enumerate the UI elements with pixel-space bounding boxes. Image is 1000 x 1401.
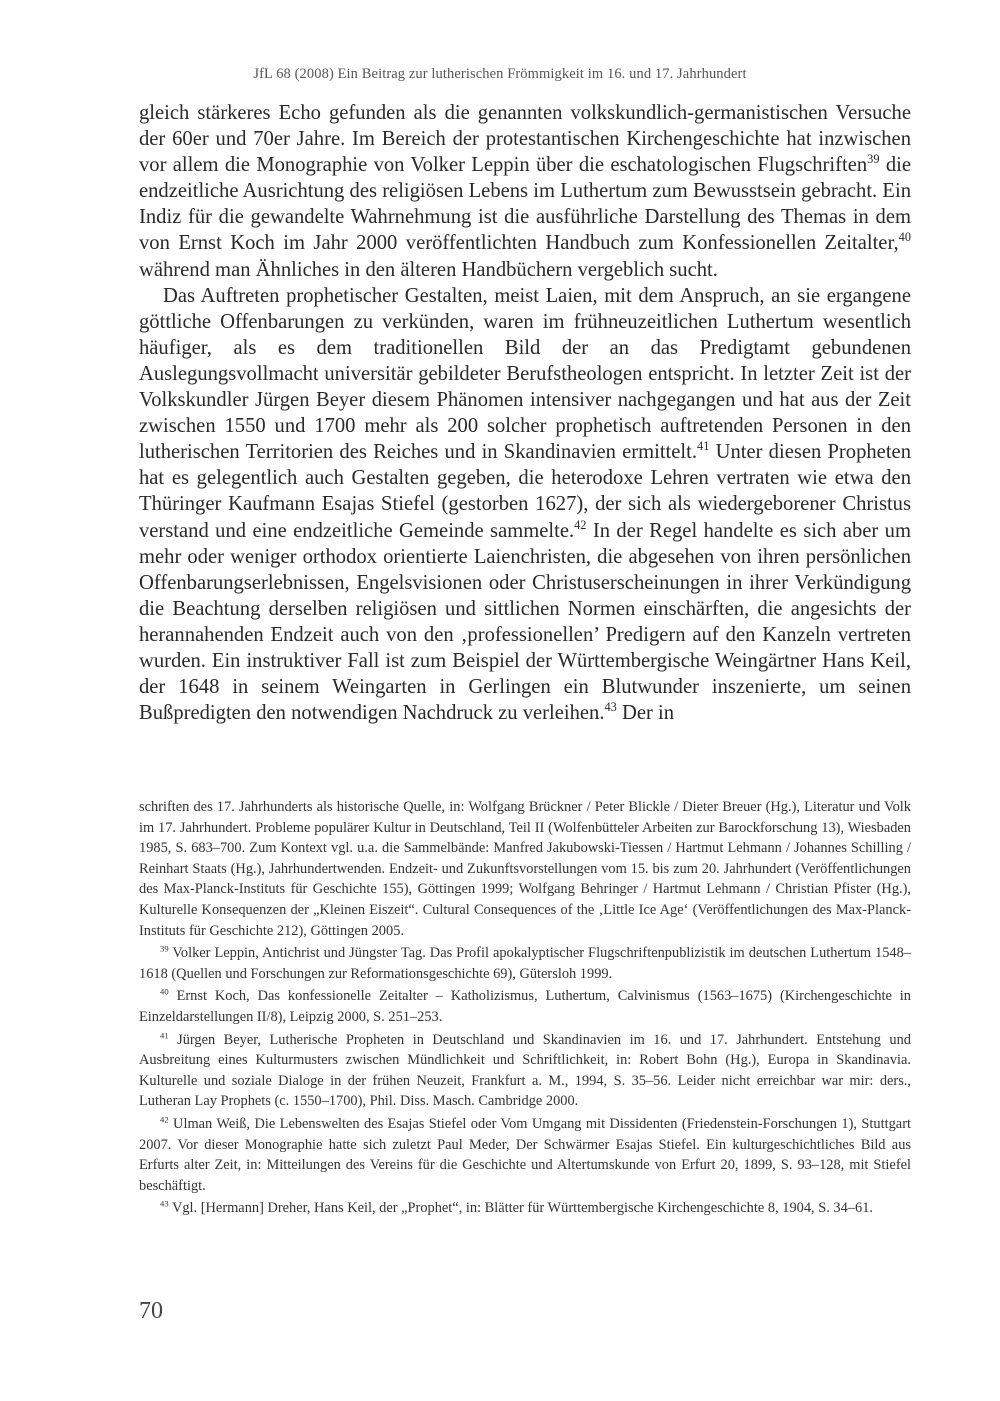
text-segment: Der in	[616, 702, 675, 725]
footnote-number: 42	[160, 1114, 169, 1125]
text-segment: die endzeitliche Ausrichtung des religiösen Lebens im Luthertum zum Bewusstsein gebracht. Ein Indiz für die gewandelte Wahrnehmung ist die ausführliche Darstellung des Themas in dem von Ernst Koch im Jahr 2000 veröffentlichten Handbuch zum Konfessionellen Zeitalter,	[139, 154, 911, 255]
footnote-text: Vgl. [Hermann] Dreher, Hans Keil, der „Prophet“, in: Blätter für Württembergische Kirchengeschichte 8, 1904, S. 34–61.	[168, 1200, 873, 1217]
paragraph-2	[139, 283, 911, 727]
text-segment: gleich stärkeres Echo gefunden als die genannten volkskundlich-germanistischen Versuche der 60er und 70er Jahre. Im Bereich der protestantischen Kirchengeschichte hat inzwischen vor allem die Monographie von Volker Leppin über die eschatologischen Flugschriften	[139, 102, 911, 177]
running-head: JfL 68 (2008) Ein Beitrag zur lutherischen Frömmigkeit im 16. und 17. Jahrhundert	[253, 66, 747, 82]
page-number: 70	[139, 1298, 163, 1324]
text-segment: während man Ähnliches in den älteren Handbüchern vergeblich sucht.	[139, 258, 718, 281]
paragraph-1	[139, 100, 911, 283]
footnote-ref[interactable]: 39	[867, 152, 880, 167]
footnote-text: Ulman Weiß, Die Lebenswelten des Esajas Stiefel oder Vom Umgang mit Dissidenten (Friedenstein-Forschungen 1), Stuttgart 2007. Vor dieser Monographie hatte sich zuletzt Paul Meder, Der Schwärmer Esajas Stiefel. Ein kulturgeschichtliches Bild aus Erfurts alter Zeit, in: Mitteilungen des Vereins für die Geschichte und Altertumskunde von Erfurt 20, 1899, S. 93–128, mit Stiefel beschäftigt.	[139, 1115, 911, 1194]
main-text	[139, 100, 911, 726]
footnotes	[139, 797, 911, 1221]
footnote-39	[139, 943, 911, 984]
footnote-text: Volker Leppin, Antichrist und Jüngster Tag. Das Profil apokalyptischer Flugschriftenpublizistik im deutschen Luthertum 1548–1618 (Quellen und Forschungen zur Reformationsgeschichte 69), Gütersloh 1999.	[139, 945, 911, 982]
footnote-number: 43	[160, 1198, 169, 1209]
footnote-ref[interactable]: 42	[574, 517, 587, 532]
footnote-ref[interactable]: 43	[604, 700, 617, 715]
footnote-42	[139, 1114, 911, 1196]
footnote-number: 39	[160, 943, 169, 954]
footnote-40	[139, 986, 911, 1027]
footnote-43	[139, 1198, 911, 1219]
footnote-41	[139, 1030, 911, 1112]
text-segment: In der Regel handelte es sich aber um mehr oder weniger orthodox orientierte Laienchristen, die abgesehen von ihren persönlichen Offenbarungserlebnissen, Engelsvisionen oder Christuserscheinungen in ihrer Verkündigung die Beachtung derselben religiösen und sittlichen Normen einschärften, die angesichts der herannahenden Endzeit auch von den ‚professionellen’ Predigern auf den Kanzeln vertreten wurden. Ein instruktiver Fall ist zum Beispiel der Württembergische Weingärtner Hans Keil, der 1648 in seinem Weingarten in Gerlingen ein Blutwunder inszenierte, um seinen Bußpredigten den notwendigen Nachdruck zu verleihen.	[139, 519, 911, 725]
footnote-continuation: schriften des 17. Jahrhunderts als historische Quelle, in: Wolfgang Brückner / Peter Blickle / Dieter Breuer (Hg.), Literatur und Volk im 17. Jahrhundert. Probleme populärer Kultur in Deutschland, Teil II (Wolfenbütteler Arbeiten zur Barockforschung 13), Wiesbaden 1985, S. 683–700. Zum Kontext vgl. u.a. die Sammelbände: Manfred Jakubowski-Tiessen / Hartmut Lehmann / Johannes Schilling / Reinhart Staats (Hg.), Jahrhundertwenden. Endzeit- und Zukunftsvorstellungen vom 15. bis zum 20. Jahrhundert (Veröffentlichungen des Max-Planck-Instituts für Geschichte 155), Göttingen 1999; Wolfgang Behringer / Hartmut Lehmann / Christian Pfister (Hg.), Kulturelle Konsequenzen der „Kleinen Eiszeit“. Cultural Consequences of the ‚Little Ice Age‘ (Veröffentlichungen des Max-Planck-Instituts für Geschichte 212), Göttingen 2005.	[139, 799, 911, 939]
text-segment: Unter diesen Propheten hat es gelegentlich auch Gestalten gegeben, die heterodoxe Lehren vertraten wie etwa den Thüringer Kaufmann Esajas Stiefel (gestorben 1627), der sich als wiedergeborener Christus verstand und eine endzeitliche Gemeinde sammelte.	[139, 441, 911, 542]
footnote-number: 41	[160, 1029, 169, 1040]
footnote-text: Ernst Koch, Das konfessionelle Zeitalter – Katholizismus, Luthertum, Calvinismus (1563–1675) (Kirchengeschichte in Einzeldarstellungen II/8), Leipzig 2000, S. 251–253.	[139, 988, 911, 1025]
text-segment: Das Auftreten prophetischer Gestalten, meist Laien, mit dem Anspruch, an sie ergangene göttliche Offenbarungen zu verkünden, waren im frühneuzeitlichen Luthertum wesentlich häufiger, als es dem traditionellen Bild der an das Predigtamt gebundenen Auslegungsvollmacht universitär gebildeter Berufstheologen entspricht. In letzter Zeit ist der Volkskundler Jürgen Beyer diesem Phänomen intensiver nachgegangen und hat aus der Zeit zwischen 1550 und 1700 mehr als 200 solcher prophetisch auftretenden Personen in den lutherischen Territorien des Reiches und in Skandinavien ermittelt.	[139, 284, 911, 464]
footnote-text: Jürgen Beyer, Lutherische Propheten in Deutschland und Skandinavien im 16. und 17. Jahrhundert. Entstehung und Ausbreitung eines Kulturmusters zwischen Mündlichkeit und Schriftlichkeit, in: Robert Bohn (Hg.), Europa in Skandinavia. Kulturelle und soziale Dialoge in der frühen Neuzeit, Frankfurt a. M., 1994, S. 35–56. Leider nicht erreichbar war mir: ders., Lutheran Lay Prophets (c. 1550–1700), Phil. Diss. Masch. Cambridge 2000.	[139, 1031, 911, 1110]
footnote-ref[interactable]: 40	[898, 230, 911, 245]
footnote-number: 40	[160, 986, 169, 997]
footnote-ref[interactable]: 41	[697, 439, 710, 454]
